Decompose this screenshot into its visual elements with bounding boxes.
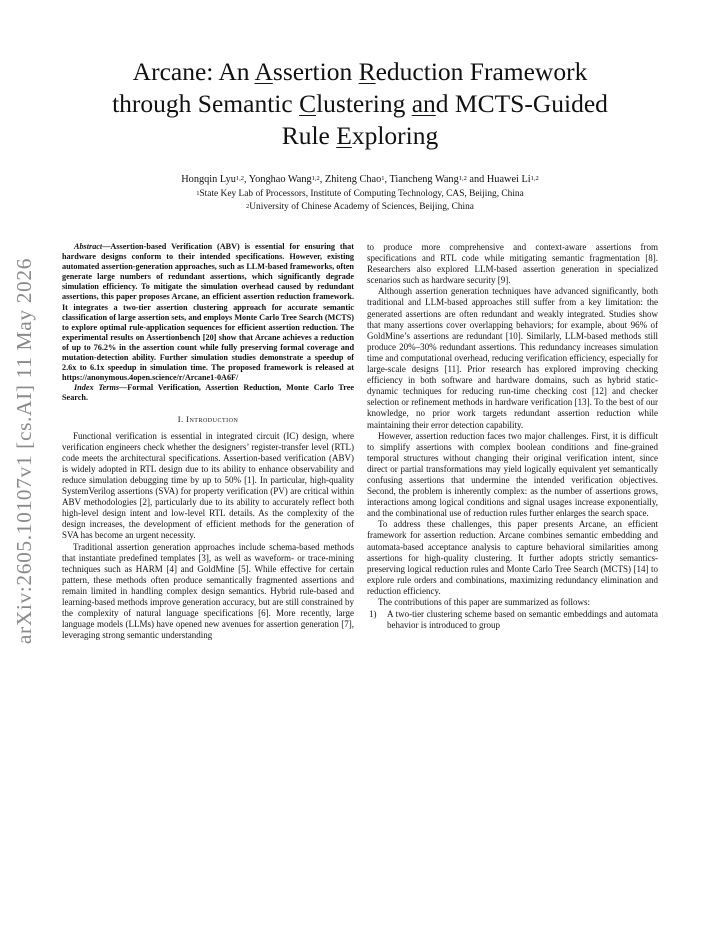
abstract: Abstract—Assertion-based Verification (ABV) is essential for ensuring that hardware designs conform to their intended specifications. However, existing automated assertion-generation approaches, such as LLM-based frameworks, often generate large numbers of redundant assertions, which significantly degrade simulation efficiency. To mitigate the simulation overhead caused by redundant assertions, this paper proposes Arcane, an efficient assertion reduction framework. It integrates a two-tier assertion clustering approach for accurate semantic classification of large assertion sets, and employs Monte Carlo Tree Search (MCTS) to explore optimal rule-application sequences for efficient assertion reduction. The experimental results on Assertionbench [20] show that Arcane achieves a reduction of up to 76.2% in the assertion count while fully preserving formal coverage and mutation-detection ability. Further simulation studies demonstrate a speedup of 2.6x to 6.1x speedup in simulation time. The proposed framework is released at https://anonymous.4open.science/r/Arcane1-0A6F/: [62, 242, 354, 383]
arxiv-identifier-stamp: arXiv:2605.10107v1 [cs.AI] 11 May 2026: [12, 257, 36, 645]
affiliation-1: $^1$State Key Lab of Processors, Institute of Computing Technology, CAS, Beijing, China: [196, 189, 524, 199]
title-line-1: Arcane: An Assertion Reduction Framework: [132, 57, 588, 86]
title-line-3: Rule Exploring: [281, 121, 439, 150]
paragraph: The contributions of this paper are summarized as follows:: [378, 597, 590, 607]
paragraph: However, assertion reduction faces two major challenges. First, it is difficult to simplify assertions with complex boolean conditions and fine-grained temporal structures without changing their original verification intent, since direct or partial transformations may yield logically equivalent yet semantically confusing assertions that undermine the intended verification objectives. Second, the problem is inherently complex: as the number of assertions grows, interactions among logical conditions and signal usages increase exponentially, and the combinational use of reduction rules further enlarges the search space.: [367, 430, 658, 519]
section-heading-introduction: I. Introduction: [177, 414, 239, 424]
index-terms: Index Terms—Formal Verification, Assertion Reduction, Monte Carlo Tree Search.: [62, 383, 354, 403]
title-line-2: through Semantic Clustering and MCTS-Guided: [112, 89, 608, 118]
left-column: [62, 242, 354, 641]
contribution-item: 1) A two-tier clustering scheme based on semantic embeddings and automata behavior is introduced to group: [369, 609, 658, 631]
paragraph: To address these challenges, this paper presents Arcane, an efficient framework for assertion reduction. Arcane combines semantic embedding and automata-based acceptance analysis to capture behavioral similarities among assertions for high-quality clustering. It further adopts strictly semantics-preserving logical reduction rules and Monte Carlo Tree Search (MCTS) [14] to explore rule orders and combinations, maximizing redundancy elimination and reduction efficiency.: [367, 519, 658, 596]
paragraph: Traditional assertion generation approaches include schema-based methods that instantiate predefined templates [3], as well as waveform- or trace-mining techniques such as HARM [4] and GoldMine [5]. While effective for certain pattern, these methods often produce semantically fragmented assertions and remain limited in handling complex design semantics. Hybrid rule-based and learning-based methods improve generation accuracy, but are still constrained by the complexity of natural language specifications [6]. More recently, large language models (LLMs) have opened new avenues for assertion generation [7], leveraging strong semantic understanding: [62, 541, 354, 641]
right-column: [367, 242, 658, 631]
paragraph: to produce more comprehensive and context-aware assertions from specifications and RTL code while mitigating semantic fragmentation [8]. Researchers also explored LLM-based assertion generation in specialized scenarios such as hardware security [9].: [367, 242, 658, 286]
paper-title: [50, 56, 670, 152]
author-list: Hongqin Lyu$^{1,2}$, Yonghao Wang$^{1,2}$, Zhiteng Chao$^1$, Tiancheng Wang$^{1,2}$ and Huawei Li$^{1,2}$: [181, 174, 539, 185]
paragraph: Functional verification is essential in integrated circuit (IC) design, where verification engineers check whether the designers’ register-transfer level (RTL) code meets the architectural specifications. Assertion-based verification (ABV) is widely adopted in RTL design due to its ability to enhance observability and reduce simulation debugging time by up to 50% [1]. In particular, high-quality SystemVerilog assertions (SVA) for property verification (PV) are critical within ABV methodologies [2], particularly due to its ability to accurately reflect both high-level design intent and low-level RTL details. As the complexity of the design increases, the development of efficient methods for the generation of SVA has become an urgent necessity.: [62, 430, 354, 541]
affiliation-2: $^2$University of Chinese Academy of Sciences, Beijing, China: [246, 202, 474, 212]
paragraph: Although assertion generation techniques have advanced significantly, both traditional and LLM-based approaches still suffer from a key limitation: the generated assertions are often redundant and weakly integrated. Studies show that many assertions cover overlapping behaviors; for example, about 96% of GoldMine’s assertions are redundant [10]. Similarly, LLM-based methods still produce 20%–30% redundant assertions. This redundancy increases simulation time and computational overhead, reducing verification efficiency, especially for large-scale designs [11]. Prior research has explored improving checking efficiency in both software and hardware domains, such as hybrid static-dynamic techniques for reducing run-time checking cost [12] and checker selection or refinement methods in hardware verification [13]. To the best of our knowledge, no prior work targets redundant assertion reduction while maintaining their error detection capability.: [367, 286, 658, 430]
